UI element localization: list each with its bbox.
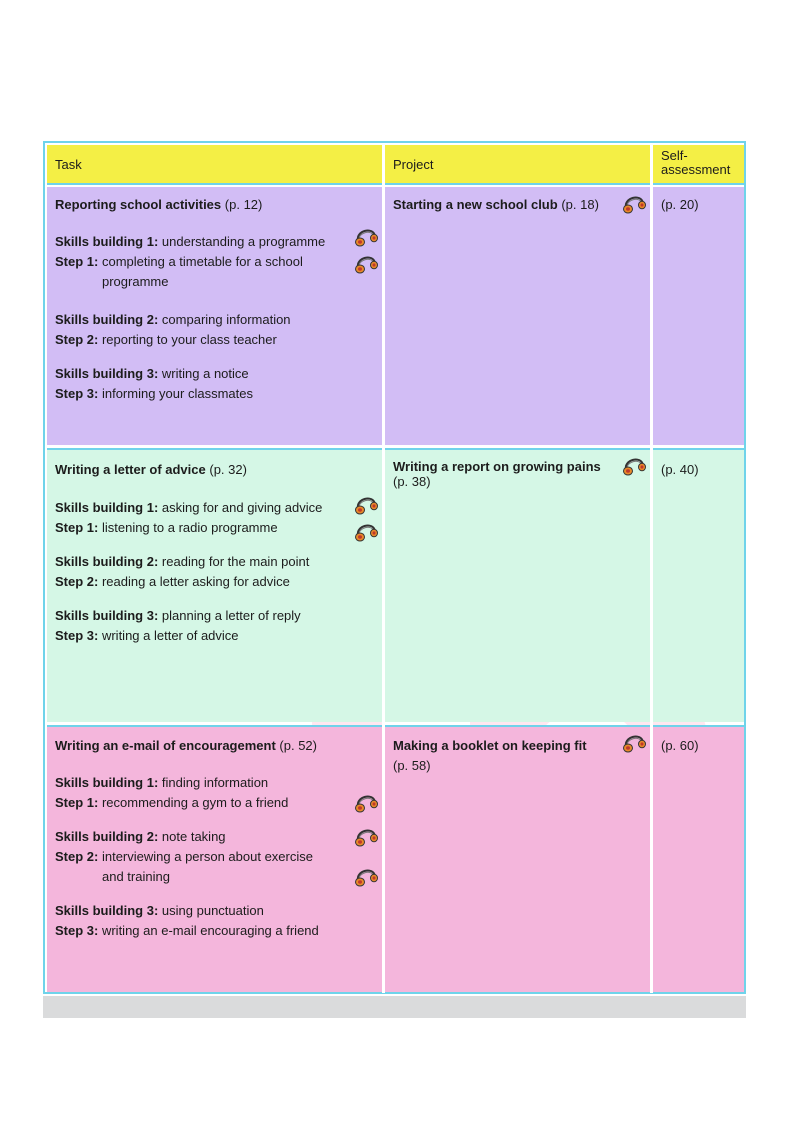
list-item: Step 3: writing an e-mail encouraging a friend [55, 923, 319, 938]
list-item: Step 2: interviewing a person about exercise [55, 849, 313, 864]
list-item: Skills building 3: using punctuation [55, 903, 264, 918]
list-item: Step 2: reporting to your class teacher [55, 332, 277, 347]
self-assessment-page: (p. 20) [661, 197, 699, 212]
list-item: Skills building 2: reading for the main point [55, 554, 310, 569]
headphones-icon [353, 225, 379, 249]
headphones-icon [353, 825, 379, 849]
list-item: Skills building 2: comparing information [55, 312, 291, 327]
self-assessment-page: (p. 60) [661, 738, 699, 753]
list-item: Skills building 1: finding information [55, 775, 269, 790]
list-item: Step 3: informing your classmates [55, 386, 253, 401]
headphones-icon [621, 192, 647, 216]
unit-row-3 [47, 725, 744, 992]
footer-strip [43, 996, 746, 1018]
header-project: Project [393, 157, 434, 172]
list-item: and training [102, 869, 170, 884]
headphones-icon [353, 520, 379, 544]
list-item: Skills building 1: asking for and giving advice [55, 500, 323, 515]
list-item: Skills building 3: planning a letter of reply [55, 608, 301, 623]
list-item: Step 1: recommending a gym to a friend [55, 795, 289, 810]
list-item: programme [102, 274, 169, 289]
task-title: Reporting school activities (p. 12) [55, 197, 263, 212]
headphones-icon [353, 252, 379, 276]
header-self-assessment: Self- assessment [661, 148, 731, 177]
self-assessment-page: (p. 40) [661, 462, 699, 477]
column-divider [650, 144, 653, 993]
column-divider [382, 144, 385, 993]
task-title: Writing an e-mail of encouragement (p. 52) [55, 738, 317, 753]
header-task: Task [55, 157, 82, 172]
unit-row-2 [47, 448, 744, 722]
headphones-icon [621, 731, 647, 755]
table-header [47, 145, 744, 185]
project-title: Starting a new school club (p. 18) [393, 197, 599, 212]
list-item: Step 1: completing a timetable for a school [55, 254, 303, 269]
headphones-icon [353, 493, 379, 517]
project-title: Writing a report on growing pains (p. 38) [393, 459, 601, 489]
unit-row-1 [47, 187, 744, 445]
list-item: Skills building 2: note taking [55, 829, 226, 844]
headphones-icon [353, 791, 379, 815]
headphones-icon [621, 454, 647, 478]
project-title: Making a booklet on keeping fit (p. 58) [393, 738, 587, 773]
list-item: Step 2: reading a letter asking for advice [55, 574, 290, 589]
list-item: Skills building 1: understanding a programme [55, 234, 326, 249]
task-title: Writing a letter of advice (p. 32) [55, 462, 247, 477]
headphones-icon [353, 865, 379, 889]
list-item: Skills building 3: writing a notice [55, 366, 249, 381]
list-item: Step 3: writing a letter of advice [55, 628, 239, 643]
skills-table [43, 141, 746, 994]
list-item: Step 1: listening to a radio programme [55, 520, 278, 535]
